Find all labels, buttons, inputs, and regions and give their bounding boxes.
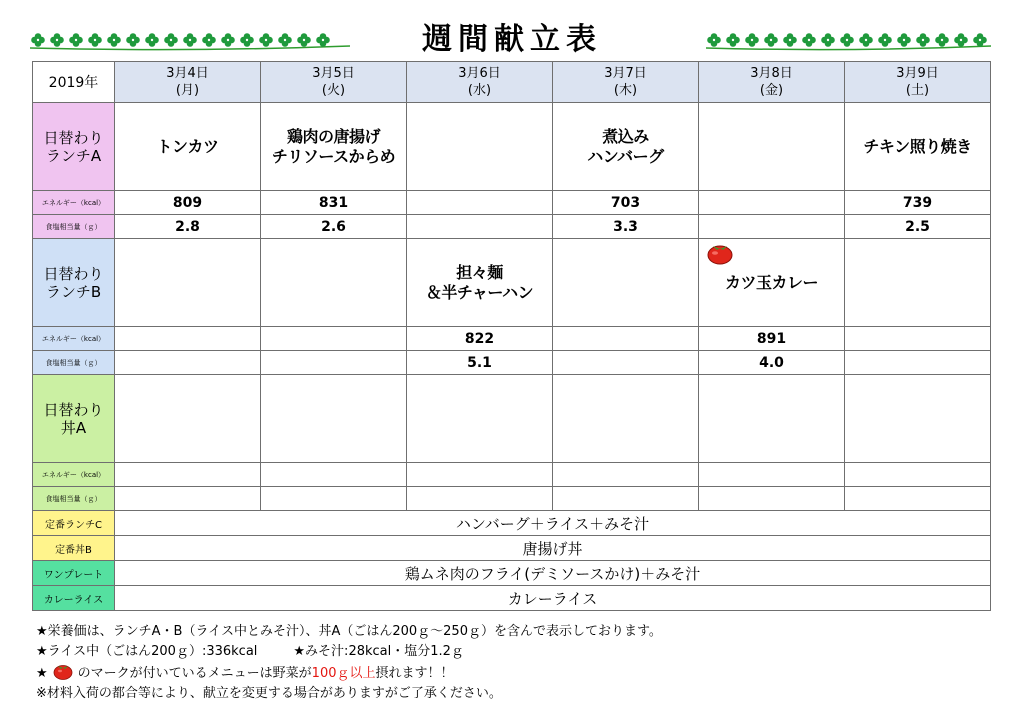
- clover-icon: [783, 33, 797, 47]
- note-nutrition: ★栄養価は、ランチA・B（ライス中とみそ汁）、丼A（ごはん200ｇ～250ｇ）を含んで表示しております。: [36, 624, 662, 639]
- fixed-menu-label: カレーライス: [33, 586, 115, 611]
- dish-name-line1: 鶏肉の唐揚げ: [286, 126, 380, 146]
- clover-icon: [840, 33, 854, 47]
- energy-row: [33, 463, 991, 487]
- fixed-menu-label: 定番ランチC: [33, 511, 115, 536]
- energy-row: [33, 327, 991, 351]
- day-date: 3月6日: [458, 66, 501, 81]
- notes: [36, 622, 1006, 704]
- dish-cell: [115, 375, 261, 463]
- salt-value: 5.1: [407, 351, 553, 375]
- page-header: [0, 0, 1024, 60]
- energy-value: [553, 463, 699, 487]
- note-rice-miso: [36, 642, 1006, 662]
- salt-value: [407, 487, 553, 511]
- clover-icon: [954, 33, 968, 47]
- fixed-menu-value: ハンバーグ＋ライス＋みそ汁: [115, 511, 991, 536]
- dish-cell: [699, 103, 845, 191]
- section-label: [33, 375, 115, 463]
- dish-row: [33, 239, 991, 327]
- clover-icon: [897, 33, 911, 47]
- energy-value: 809: [115, 191, 261, 215]
- day-weekday: (金): [759, 83, 784, 98]
- section-label: [33, 103, 115, 191]
- salt-value: [553, 487, 699, 511]
- note-veg-end: 摂れます！！: [375, 666, 454, 681]
- salt-value: [115, 487, 261, 511]
- energy-value: 822: [407, 327, 553, 351]
- day-date: 3月9日: [896, 66, 939, 81]
- day-header: [261, 62, 407, 103]
- clover-icon: [745, 33, 759, 47]
- header-row: [33, 62, 991, 103]
- salt-value: [261, 487, 407, 511]
- note-star: ★: [36, 666, 48, 681]
- energy-value: 703: [553, 191, 699, 215]
- clover-icon: [859, 33, 873, 47]
- salt-row: [33, 351, 991, 375]
- tomato-icon: [705, 241, 735, 270]
- dish-cell: [115, 239, 261, 327]
- energy-label: エネルギー（kcal）: [33, 463, 115, 487]
- dish-row: [33, 103, 991, 191]
- salt-value: 3.3: [553, 215, 699, 239]
- dish-cell: [407, 103, 553, 191]
- energy-value: 891: [699, 327, 845, 351]
- fixed-menu-label: ワンプレート: [33, 561, 115, 586]
- section-label-line1: 日替わり: [43, 128, 104, 147]
- energy-value: [699, 191, 845, 215]
- salt-value: 2.6: [261, 215, 407, 239]
- day-header: [407, 62, 553, 103]
- clover-icon: [764, 33, 778, 47]
- salt-label: 食塩相当量（ｇ）: [33, 487, 115, 511]
- dish-name-line1: チキン照り焼き: [863, 136, 972, 156]
- salt-value: [261, 351, 407, 375]
- energy-value: [407, 463, 553, 487]
- clover-icon: [973, 33, 987, 47]
- dish-cell: [261, 239, 407, 327]
- energy-value: [115, 327, 261, 351]
- energy-row: [33, 191, 991, 215]
- salt-value: [699, 215, 845, 239]
- day-weekday: (土): [905, 83, 930, 98]
- dish-name-line2: ＆半チャーハン: [425, 282, 534, 302]
- section-label-line2: ランチA: [45, 146, 102, 165]
- dish-cell: [699, 239, 845, 327]
- day-weekday: (水): [467, 83, 492, 98]
- dish-name-line1: 担々麺: [456, 262, 503, 282]
- note-rice: ★ライス中（ごはん200ｇ）:336kcal: [36, 644, 258, 659]
- section-label-line2: 丼A: [60, 418, 87, 437]
- salt-value: 2.8: [115, 215, 261, 239]
- salt-label: 食塩相当量（ｇ）: [33, 351, 115, 375]
- salt-value: [115, 351, 261, 375]
- salt-value: 4.0: [699, 351, 845, 375]
- fixed-menu-row: [33, 586, 991, 611]
- fixed-menu-value: 鶏ムネ肉のフライ(デミソースかけ)＋みそ汁: [115, 561, 991, 586]
- energy-value: [845, 327, 991, 351]
- dish-row: [33, 375, 991, 463]
- dish-cell: [407, 375, 553, 463]
- dish-cell: [699, 375, 845, 463]
- note-vegetables: [36, 662, 1006, 684]
- page-title: 週間献立表: [422, 22, 602, 57]
- salt-value: [845, 351, 991, 375]
- energy-value: 739: [845, 191, 991, 215]
- dish-cell: [407, 239, 553, 327]
- dish-cell: [553, 239, 699, 327]
- clover-icon: [707, 33, 721, 47]
- clover-icon: [821, 33, 835, 47]
- energy-value: [699, 463, 845, 487]
- clover-icon: [878, 33, 892, 47]
- energy-value: [261, 463, 407, 487]
- salt-row: [33, 215, 991, 239]
- dish-name-line2: チリソースからめ: [271, 146, 396, 166]
- day-weekday: (火): [321, 83, 346, 98]
- day-date: 3月5日: [312, 66, 355, 81]
- dish-cell: [845, 375, 991, 463]
- weekly-menu-table: [32, 61, 991, 611]
- dish-cell: [261, 103, 407, 191]
- fixed-menu-row: [33, 536, 991, 561]
- fixed-menu-value: カレーライス: [115, 586, 991, 611]
- day-header: [115, 62, 261, 103]
- energy-value: [261, 327, 407, 351]
- dish-cell: [845, 103, 991, 191]
- dish-name-line2: ハンバーグ: [587, 146, 664, 166]
- salt-value: 2.5: [845, 215, 991, 239]
- section-label: [33, 239, 115, 327]
- salt-label: 食塩相当量（ｇ）: [33, 215, 115, 239]
- note-disclaimer: ※材料入荷の都合等により、献立を変更する場合がありますがご了承ください。: [36, 686, 502, 701]
- dish-cell: [115, 103, 261, 191]
- energy-value: 831: [261, 191, 407, 215]
- day-date: 3月8日: [750, 66, 793, 81]
- day-date: 3月4日: [166, 66, 209, 81]
- clover-icon: [935, 33, 949, 47]
- day-header: [845, 62, 991, 103]
- energy-value: [115, 463, 261, 487]
- energy-value: [407, 191, 553, 215]
- salt-value: [407, 215, 553, 239]
- tomato-icon: [52, 662, 74, 680]
- energy-value: [845, 463, 991, 487]
- clover-icon: [802, 33, 816, 47]
- energy-label: エネルギー（kcal）: [33, 327, 115, 351]
- day-weekday: (月): [175, 83, 200, 98]
- dish-cell: [845, 239, 991, 327]
- energy-label: エネルギー（kcal）: [33, 191, 115, 215]
- fixed-menu-row: [33, 561, 991, 586]
- dish-cell: [553, 375, 699, 463]
- dish-cell: [261, 375, 407, 463]
- salt-row: [33, 487, 991, 511]
- note-veg-amount: 100ｇ以上: [311, 666, 376, 681]
- fixed-menu-label: 定番丼B: [33, 536, 115, 561]
- salt-value: [699, 487, 845, 511]
- note-veg-text: のマークが付いているメニューは野菜が: [77, 666, 312, 681]
- fixed-menu-row: [33, 511, 991, 536]
- dish-name-line1: 煮込み: [602, 126, 649, 146]
- day-header: [553, 62, 699, 103]
- dish-cell: [553, 103, 699, 191]
- day-date: 3月7日: [604, 66, 647, 81]
- clover-icon: [726, 33, 740, 47]
- dish-name-line1: トンカツ: [156, 136, 219, 156]
- salt-value: [845, 487, 991, 511]
- section-label-line1: 日替わり: [43, 264, 104, 283]
- clover-vine-icon: [706, 30, 991, 54]
- salt-value: [553, 351, 699, 375]
- dish-name-line1: カツ玉カレー: [724, 272, 818, 292]
- year-label: 2019年: [33, 62, 115, 103]
- section-label-line1: 日替わり: [43, 400, 104, 419]
- section-label-line2: ランチB: [45, 282, 102, 301]
- note-miso: ★みそ汁:28kcal・塩分1.2ｇ: [293, 644, 464, 659]
- day-header: [699, 62, 845, 103]
- fixed-menu-value: 唐揚げ丼: [115, 536, 991, 561]
- energy-value: [553, 327, 699, 351]
- clover-icon: [916, 33, 930, 47]
- day-weekday: (木): [613, 83, 638, 98]
